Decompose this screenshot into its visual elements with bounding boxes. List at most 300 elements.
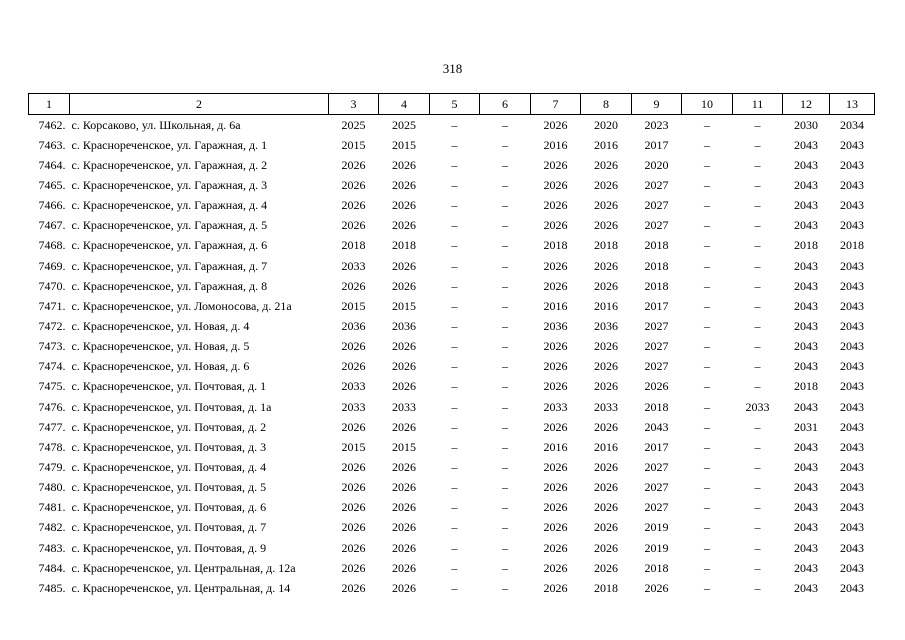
column-header: 13: [830, 94, 875, 115]
value-cell: –: [704, 439, 710, 454]
value-cell: –: [754, 318, 761, 333]
value-cell: –: [451, 580, 458, 595]
value-cell: 2026: [594, 379, 618, 394]
table-row: [29, 558, 875, 578]
address-cell: с. Краснореченское, ул. Почтовая, д. 1: [71, 379, 267, 394]
value-cell: 2043: [794, 258, 818, 273]
value-cell: 2043: [794, 399, 818, 414]
value-cell: 2031: [794, 419, 818, 434]
value-cell: 2026: [594, 500, 618, 515]
value-cell: –: [451, 439, 458, 454]
value-cell: 2018: [341, 238, 366, 253]
value-cell: –: [502, 359, 508, 374]
table-row: [29, 337, 875, 357]
row-number-cell: 7478.: [38, 439, 66, 454]
value-cell: –: [754, 339, 761, 354]
value-cell: 2043: [840, 379, 864, 394]
value-cell: 2043: [840, 339, 864, 354]
value-cell: –: [704, 520, 710, 535]
value-cell: –: [704, 238, 710, 253]
value-cell: –: [704, 218, 710, 233]
column-header: 2: [70, 94, 329, 115]
value-cell: –: [451, 177, 458, 192]
table-row: [29, 175, 875, 195]
value-cell: –: [451, 399, 458, 414]
value-cell: 2026: [341, 480, 366, 495]
value-cell: 2017: [644, 137, 669, 152]
value-cell: 2043: [794, 278, 818, 293]
value-cell: 2043: [840, 520, 864, 535]
table-row: [29, 397, 875, 417]
value-cell: 2026: [392, 278, 416, 293]
value-cell: 2033: [341, 258, 366, 273]
value-cell: 2026: [594, 459, 618, 474]
value-cell: 2023: [644, 117, 669, 132]
value-cell: 2025: [392, 117, 416, 132]
column-header: 6: [480, 94, 531, 115]
value-cell: –: [451, 359, 458, 374]
value-cell: –: [502, 218, 508, 233]
value-cell: 2033: [341, 399, 366, 414]
value-cell: –: [754, 520, 761, 535]
value-cell: 2026: [341, 218, 366, 233]
value-cell: –: [502, 339, 508, 354]
value-cell: 2019: [644, 520, 669, 535]
value-cell: 2016: [594, 137, 618, 152]
value-cell: 2026: [341, 520, 366, 535]
value-cell: –: [754, 198, 761, 213]
value-cell: –: [451, 137, 458, 152]
address-cell: с. Краснореченское, ул. Гаражная, д. 6: [71, 238, 268, 253]
address-cell: с. Краснореченское, ул. Почтовая, д. 5: [71, 480, 267, 495]
column-header: 10: [682, 94, 733, 115]
value-cell: 2026: [341, 560, 366, 575]
value-cell: 2026: [543, 540, 568, 555]
value-cell: 2043: [794, 540, 818, 555]
value-cell: 2026: [543, 339, 568, 354]
value-cell: –: [704, 258, 710, 273]
value-cell: 2043: [644, 419, 669, 434]
value-cell: 2026: [543, 480, 568, 495]
value-cell: 2043: [840, 278, 864, 293]
value-cell: 2027: [644, 318, 669, 333]
table-row: [29, 216, 875, 236]
value-cell: 2019: [644, 540, 669, 555]
row-number-cell: 7476.: [38, 399, 66, 414]
value-cell: 2018: [644, 560, 669, 575]
value-cell: 2018: [594, 580, 618, 595]
value-cell: 2026: [543, 218, 568, 233]
value-cell: 2015: [392, 439, 416, 454]
value-cell: 2027: [644, 359, 669, 374]
value-cell: 2026: [543, 459, 568, 474]
value-cell: –: [754, 278, 761, 293]
value-cell: 2043: [794, 459, 818, 474]
value-cell: –: [502, 258, 508, 273]
value-cell: 2018: [840, 238, 864, 253]
value-cell: –: [502, 459, 508, 474]
value-cell: 2026: [594, 218, 618, 233]
column-header: 3: [329, 94, 379, 115]
address-cell: с. Краснореченское, ул. Почтовая, д. 7: [71, 520, 267, 535]
value-cell: –: [451, 379, 458, 394]
value-cell: 2017: [644, 439, 669, 454]
row-number-cell: 7479.: [38, 459, 66, 474]
value-cell: 2026: [543, 419, 568, 434]
value-cell: 2026: [543, 117, 568, 132]
value-cell: –: [502, 580, 508, 595]
value-cell: –: [502, 298, 508, 313]
value-cell: –: [754, 580, 761, 595]
address-cell: с. Краснореченское, ул. Гаражная, д. 2: [71, 157, 268, 172]
table-row: [29, 236, 875, 256]
value-cell: 2026: [341, 278, 366, 293]
value-cell: –: [451, 117, 458, 132]
value-cell: 2036: [341, 318, 366, 333]
value-cell: 2027: [644, 500, 669, 515]
value-cell: 2026: [543, 379, 568, 394]
value-cell: –: [754, 560, 761, 575]
value-cell: 2018: [794, 379, 818, 394]
column-header: 9: [632, 94, 682, 115]
value-cell: –: [754, 157, 761, 172]
table-row: [29, 478, 875, 498]
address-cell: с. Краснореченское, ул. Почтовая, д. 3: [71, 439, 267, 454]
value-cell: 2027: [644, 459, 669, 474]
value-cell: 2043: [840, 560, 864, 575]
value-cell: 2043: [840, 258, 864, 273]
value-cell: –: [502, 117, 508, 132]
value-cell: 2036: [594, 318, 618, 333]
value-cell: 2026: [392, 359, 416, 374]
value-cell: 2026: [543, 258, 568, 273]
value-cell: –: [754, 238, 761, 253]
column-header: 1: [29, 94, 70, 115]
value-cell: –: [451, 520, 458, 535]
table-row: [29, 377, 875, 397]
value-cell: –: [502, 419, 508, 434]
value-cell: 2026: [341, 500, 366, 515]
value-cell: –: [704, 480, 710, 495]
value-cell: 2033: [543, 399, 568, 414]
value-cell: –: [704, 117, 710, 132]
value-cell: 2026: [594, 278, 618, 293]
value-cell: –: [754, 459, 761, 474]
value-cell: 2043: [840, 419, 864, 434]
value-cell: 2026: [341, 177, 366, 192]
value-cell: 2026: [392, 419, 416, 434]
value-cell: 2026: [341, 540, 366, 555]
value-cell: –: [704, 540, 710, 555]
value-cell: 2026: [543, 580, 568, 595]
value-cell: 2026: [594, 480, 618, 495]
table-row: [29, 357, 875, 377]
column-header: 8: [581, 94, 632, 115]
value-cell: 2043: [840, 157, 864, 172]
value-cell: –: [754, 379, 761, 394]
value-cell: –: [451, 419, 458, 434]
value-cell: –: [502, 198, 508, 213]
row-number-cell: 7467.: [38, 218, 66, 233]
value-cell: –: [754, 137, 761, 152]
value-cell: –: [704, 157, 710, 172]
value-cell: 2027: [644, 339, 669, 354]
value-cell: 2043: [840, 198, 864, 213]
value-cell: 2043: [794, 359, 818, 374]
value-cell: 2026: [543, 359, 568, 374]
value-cell: 2018: [644, 238, 669, 253]
value-cell: –: [704, 298, 710, 313]
value-cell: 2026: [341, 459, 366, 474]
value-cell: 2043: [840, 480, 864, 495]
row-number-cell: 7482.: [38, 520, 66, 535]
value-cell: 2026: [392, 500, 416, 515]
address-cell: с. Краснореченское, ул. Гаражная, д. 4: [71, 198, 268, 213]
value-cell: –: [451, 278, 458, 293]
value-cell: 2026: [594, 198, 618, 213]
value-cell: –: [502, 238, 508, 253]
value-cell: 2026: [543, 157, 568, 172]
row-number-cell: 7481.: [38, 500, 66, 515]
value-cell: 2026: [341, 339, 366, 354]
row-number-cell: 7470.: [38, 278, 66, 293]
value-cell: –: [451, 459, 458, 474]
value-cell: 2026: [392, 540, 416, 555]
value-cell: 2018: [392, 238, 416, 253]
value-cell: –: [451, 298, 458, 313]
value-cell: 2026: [392, 580, 416, 595]
address-cell: с. Краснореченское, ул. Новая, д. 4: [71, 318, 250, 333]
page-number: 318: [442, 61, 463, 76]
address-cell: с. Краснореченское, ул. Почтовая, д. 6: [71, 500, 267, 515]
value-cell: 2016: [543, 298, 568, 313]
value-cell: 2043: [840, 359, 864, 374]
value-cell: 2018: [594, 238, 618, 253]
table-row: [29, 417, 875, 437]
value-cell: 2015: [392, 298, 416, 313]
value-cell: 2026: [341, 580, 366, 595]
row-number-cell: 7472.: [38, 318, 66, 333]
value-cell: 2030: [794, 117, 818, 132]
value-cell: –: [502, 318, 508, 333]
value-cell: –: [502, 439, 508, 454]
table-row: [29, 457, 875, 477]
column-header: 11: [733, 94, 783, 115]
value-cell: 2015: [392, 137, 416, 152]
value-cell: 2026: [594, 177, 618, 192]
value-cell: –: [502, 157, 508, 172]
value-cell: 2043: [840, 580, 864, 595]
value-cell: –: [754, 540, 761, 555]
value-cell: –: [502, 399, 508, 414]
value-cell: 2018: [543, 238, 568, 253]
table-row: [29, 196, 875, 216]
value-cell: 2018: [644, 258, 669, 273]
value-cell: 2026: [392, 198, 416, 213]
value-cell: –: [704, 318, 710, 333]
column-header: 12: [783, 94, 830, 115]
value-cell: 2026: [392, 379, 416, 394]
table-row: [29, 518, 875, 538]
value-cell: 2015: [341, 298, 366, 313]
value-cell: –: [502, 500, 508, 515]
value-cell: 2026: [543, 177, 568, 192]
value-cell: 2043: [794, 198, 818, 213]
value-cell: 2025: [341, 117, 366, 132]
address-cell: с. Краснореченское, ул. Гаражная, д. 5: [71, 218, 268, 233]
value-cell: –: [502, 560, 508, 575]
value-cell: 2026: [341, 198, 366, 213]
row-number-cell: 7483.: [38, 540, 66, 555]
row-number-cell: 7474.: [38, 359, 66, 374]
value-cell: –: [502, 177, 508, 192]
row-number-cell: 7473.: [38, 339, 66, 354]
address-cell: с. Краснореченское, ул. Гаражная, д. 1: [71, 137, 268, 152]
value-cell: –: [704, 379, 710, 394]
value-cell: 2026: [543, 500, 568, 515]
value-cell: 2043: [840, 318, 864, 333]
value-cell: 2043: [840, 500, 864, 515]
address-cell: с. Краснореченское, ул. Центральная, д. 14: [71, 580, 291, 595]
value-cell: 2026: [392, 258, 416, 273]
value-cell: –: [704, 500, 710, 515]
value-cell: –: [451, 560, 458, 575]
value-cell: –: [451, 238, 458, 253]
value-cell: –: [451, 500, 458, 515]
column-header: 7: [531, 94, 581, 115]
value-cell: –: [451, 218, 458, 233]
value-cell: –: [754, 359, 761, 374]
row-number-cell: 7464.: [38, 157, 66, 172]
value-cell: 2043: [840, 399, 864, 414]
address-cell: с. Краснореченское, ул. Почтовая, д. 4: [71, 459, 267, 474]
value-cell: 2043: [794, 439, 818, 454]
value-cell: 2026: [392, 177, 416, 192]
value-cell: 2026: [341, 359, 366, 374]
value-cell: 2043: [794, 318, 818, 333]
value-cell: –: [704, 177, 710, 192]
value-cell: 2027: [644, 198, 669, 213]
value-cell: 2026: [543, 520, 568, 535]
value-cell: –: [451, 198, 458, 213]
row-number-cell: 7485.: [38, 580, 66, 595]
value-cell: 2015: [341, 439, 366, 454]
value-cell: 2018: [644, 399, 669, 414]
row-number-cell: 7471.: [38, 298, 66, 313]
value-cell: 2043: [794, 500, 818, 515]
value-cell: –: [502, 379, 508, 394]
address-cell: с. Краснореченское, ул. Ломоносова, д. 21а: [71, 298, 292, 313]
value-cell: 2043: [794, 218, 818, 233]
value-cell: 2043: [794, 339, 818, 354]
value-cell: 2043: [840, 298, 864, 313]
value-cell: –: [451, 318, 458, 333]
value-cell: 2018: [794, 238, 818, 253]
value-cell: –: [704, 580, 710, 595]
address-cell: с. Краснореченское, ул. Центральная, д. 12а: [71, 560, 296, 575]
row-number-cell: 7477.: [38, 419, 66, 434]
value-cell: 2020: [594, 117, 618, 132]
value-cell: 2043: [840, 439, 864, 454]
value-cell: 2026: [341, 419, 366, 434]
value-cell: 2017: [644, 298, 669, 313]
value-cell: –: [451, 540, 458, 555]
value-cell: 2016: [543, 439, 568, 454]
value-cell: –: [704, 419, 710, 434]
value-cell: 2016: [594, 298, 618, 313]
row-number-cell: 7468.: [38, 238, 66, 253]
value-cell: 2026: [543, 560, 568, 575]
value-cell: 2026: [392, 157, 416, 172]
table-row: [29, 155, 875, 175]
address-cell: с. Краснореченское, ул. Гаражная, д. 8: [71, 278, 268, 293]
value-cell: 2026: [392, 459, 416, 474]
table-row: [29, 578, 875, 598]
value-cell: –: [704, 359, 710, 374]
table-row: [29, 498, 875, 518]
value-cell: –: [754, 117, 761, 132]
address-cell: с. Краснореченское, ул. Гаражная, д. 7: [71, 258, 268, 273]
value-cell: –: [451, 480, 458, 495]
value-cell: 2036: [392, 318, 416, 333]
address-cell: с. Краснореченское, ул. Почтовая, д. 9: [71, 540, 267, 555]
table-row: [29, 538, 875, 558]
row-number-cell: 7466.: [38, 198, 66, 213]
value-cell: 2027: [644, 177, 669, 192]
value-cell: –: [451, 258, 458, 273]
value-cell: –: [502, 278, 508, 293]
row-number-cell: 7469.: [38, 258, 66, 273]
row-number-cell: 7465.: [38, 177, 66, 192]
value-cell: 2026: [594, 359, 618, 374]
value-cell: 2043: [840, 218, 864, 233]
value-cell: 2026: [594, 560, 618, 575]
value-cell: 2036: [543, 318, 568, 333]
value-cell: –: [451, 339, 458, 354]
value-cell: –: [754, 298, 761, 313]
table-row: [29, 296, 875, 316]
value-cell: 2026: [594, 157, 618, 172]
value-cell: 2026: [392, 480, 416, 495]
address-cell: с. Краснореченское, ул. Новая, д. 5: [71, 339, 250, 354]
value-cell: 2026: [594, 540, 618, 555]
table-body: [29, 115, 875, 599]
value-cell: 2043: [794, 520, 818, 535]
column-header: 4: [379, 94, 430, 115]
value-cell: 2043: [840, 137, 864, 152]
value-cell: 2033: [341, 379, 366, 394]
address-cell: с. Краснореченское, ул. Почтовая, д. 1а: [71, 399, 272, 414]
value-cell: –: [502, 480, 508, 495]
value-cell: 2026: [392, 520, 416, 535]
value-cell: –: [754, 177, 761, 192]
value-cell: –: [704, 278, 710, 293]
value-cell: 2026: [644, 580, 669, 595]
table-header-row: [29, 94, 875, 115]
value-cell: 2033: [392, 399, 416, 414]
value-cell: 2043: [840, 177, 864, 192]
value-cell: 2026: [341, 157, 366, 172]
value-cell: –: [451, 157, 458, 172]
value-cell: 2043: [794, 480, 818, 495]
value-cell: –: [704, 339, 710, 354]
value-cell: –: [754, 258, 761, 273]
value-cell: 2026: [594, 258, 618, 273]
row-number-cell: 7462.: [38, 117, 66, 132]
value-cell: –: [704, 399, 710, 414]
value-cell: 2043: [794, 298, 818, 313]
value-cell: 2043: [794, 580, 818, 595]
